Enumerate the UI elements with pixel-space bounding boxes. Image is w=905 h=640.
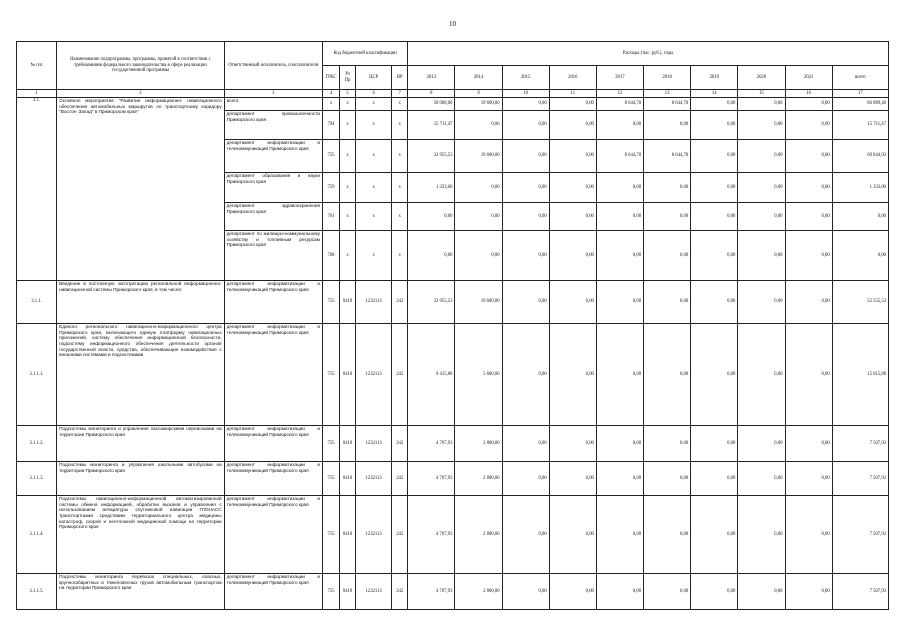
- year-value: 0,00: [691, 203, 738, 231]
- code-grbs: 755: [322, 574, 339, 610]
- total-value: 7 507,93: [832, 426, 888, 462]
- code-grbs: 794: [322, 111, 339, 140]
- code-vr: 242: [392, 426, 408, 462]
- year-value: 2 800,00: [455, 574, 502, 610]
- measure-name: Подсистемы мониторинга и управления пассажирскими перевозками на территории Приморского края: [57, 426, 225, 462]
- header-year: 2017: [596, 66, 643, 90]
- code-csr: x: [356, 111, 392, 140]
- code-csr: 1232113: [356, 281, 392, 324]
- year-value: 0,00: [502, 140, 549, 173]
- executor: департамент здравоохранения Приморского края: [224, 203, 322, 231]
- code-csr: 1232113: [356, 462, 392, 496]
- measure-name: Единого регионального навигационно-информационного центра Приморского края, включающего единую платформу навигационных приложений, систему обеспечения информационной безопасности, подсистему информационного обеспечения деятельности органов государственной власти, средства, обеспечивающие взаимодействие с внешними системами и подсистемами: [57, 324, 225, 426]
- header-grbs: ГРБС: [322, 66, 339, 90]
- code-vr: 242: [392, 324, 408, 426]
- year-value: 0,00: [785, 462, 832, 496]
- year-value: 0,00: [502, 231, 549, 281]
- column-number: 13: [644, 90, 691, 98]
- code-grbs: 755: [322, 324, 339, 426]
- year-value: 0,00: [644, 496, 691, 574]
- executor: департамент информатизации и телекоммуникаций Приморского края: [224, 426, 322, 462]
- year-value: 0,00: [596, 173, 643, 203]
- measure-name: Подсистемы мониторинга перевозок специальных, опасных, крупногабаритных и тяжеловесных грузов автомобильным транспортом на территории Приморского края: [57, 574, 225, 610]
- header-year: 2018: [644, 66, 691, 90]
- code-vr: x: [392, 140, 408, 173]
- row-number: 3.1.1.2.: [17, 426, 57, 462]
- code-rzpr: x: [340, 111, 356, 140]
- code-grbs: 759: [322, 173, 339, 203]
- executor: департамент информатизации и телекоммуникаций Приморского края: [224, 574, 322, 610]
- year-value: 0,00: [738, 140, 785, 173]
- table-row: [17, 324, 889, 426]
- measure-name: Подсистемы мониторинга и управления школьными автобусами на территории Приморского края: [57, 462, 225, 496]
- header-rzpr: Рз Пр: [340, 66, 356, 90]
- year-value: 4 707,93: [408, 496, 455, 574]
- code-grbs: 768: [322, 231, 339, 281]
- year-value: 19 600,00: [455, 281, 502, 324]
- year-value: 0,00: [596, 426, 643, 462]
- header-num: № п/п: [17, 42, 57, 90]
- executor: департамент информатизации и телекоммуникаций Приморского края: [224, 140, 322, 173]
- year-value: 0,00: [596, 574, 643, 610]
- year-value: 19 600,00: [455, 140, 502, 173]
- year-value: 0,00: [596, 462, 643, 496]
- total-value: 15 711,47: [832, 111, 888, 140]
- year-value: 0,00: [738, 324, 785, 426]
- code-grbs: 755: [322, 140, 339, 173]
- year-value: 0,00: [785, 496, 832, 574]
- year-value: 0,00: [549, 574, 596, 610]
- column-number: 17: [832, 90, 888, 98]
- year-value: 0,00: [596, 231, 643, 281]
- year-value: 0,00: [738, 173, 785, 203]
- year-value: 0,00: [549, 98, 596, 111]
- code-grbs: 755: [322, 496, 339, 574]
- year-value: 0,00: [691, 140, 738, 173]
- year-value: 8 644,70: [644, 98, 691, 111]
- year-value: 0,00: [549, 462, 596, 496]
- year-value: 0,00: [785, 426, 832, 462]
- executor: департамент информатизации и телекоммуникаций Приморского края: [224, 281, 322, 324]
- code-vr: 242: [392, 496, 408, 574]
- year-value: 0,00: [596, 496, 643, 574]
- code-rzpr: x: [340, 231, 356, 281]
- year-value: 0,00: [644, 426, 691, 462]
- row-number: 3.1.1.1.: [17, 324, 57, 426]
- code-grbs: 755: [322, 281, 339, 324]
- year-value: 0,00: [549, 140, 596, 173]
- code-vr: x: [392, 203, 408, 231]
- year-value: 0,00: [738, 426, 785, 462]
- code-rzpr: x: [340, 140, 356, 173]
- header-name: Наименование подпрограммы, программы, принятой в соответствии с требованиями федерального законодательства в сфере реализации государственной программы: [57, 42, 225, 90]
- page-number: 10: [449, 20, 456, 28]
- column-number: 15: [738, 90, 785, 98]
- year-value: 0,00: [691, 324, 738, 426]
- year-value: 0,00: [408, 231, 455, 281]
- code-grbs: 755: [322, 462, 339, 496]
- table-row: [17, 426, 889, 462]
- year-value: 0,00: [596, 324, 643, 426]
- year-value: 0,00: [644, 231, 691, 281]
- code-rzpr: 0410: [340, 281, 356, 324]
- year-value: 0,00: [691, 231, 738, 281]
- column-number: 2: [57, 90, 225, 98]
- year-value: 0,00: [502, 111, 549, 140]
- header-executor: Ответственный исполнитель, соисполнители: [224, 42, 322, 90]
- code-rzpr: x: [340, 173, 356, 203]
- code-vr: 242: [392, 574, 408, 610]
- total-value: 15 015,88: [832, 324, 888, 426]
- column-number: 16: [785, 90, 832, 98]
- executor: департамент по жилищно-коммунальному хозяйству и топливным ресурсам Приморского края: [224, 231, 322, 281]
- year-value: 0,00: [455, 111, 502, 140]
- year-value: 0,00: [738, 281, 785, 324]
- column-number: 5: [340, 90, 356, 98]
- year-value: 4 707,93: [408, 574, 455, 610]
- year-value: 8 644,70: [596, 98, 643, 111]
- year-value: 8 644,70: [596, 140, 643, 173]
- code-csr: x: [356, 140, 392, 173]
- year-value: 0,00: [738, 203, 785, 231]
- year-value: 0,00: [691, 281, 738, 324]
- year-value: 19 600,00: [455, 98, 502, 111]
- total-value: 7 507,93: [832, 462, 888, 496]
- table-row: [17, 462, 889, 496]
- year-value: 0,00: [549, 426, 596, 462]
- total-value: 1 333,00: [832, 173, 888, 203]
- total-value: 7 507,93: [832, 574, 888, 610]
- code-csr: 1232113: [356, 496, 392, 574]
- executor: департамент информатизации и телекоммуникаций Приморского края: [224, 496, 322, 574]
- year-value: 0,00: [785, 98, 832, 111]
- code-vr: x: [392, 231, 408, 281]
- year-value: 2 800,00: [455, 496, 502, 574]
- code-grbs: x: [322, 98, 339, 111]
- table-row: [17, 574, 889, 610]
- year-value: 0,00: [785, 111, 832, 140]
- year-value: 4 707,93: [408, 426, 455, 462]
- year-value: 0,00: [549, 496, 596, 574]
- year-value: 15 711,47: [408, 111, 455, 140]
- year-value: 0,00: [549, 173, 596, 203]
- code-vr: x: [392, 98, 408, 111]
- header-year: 2014: [455, 66, 502, 90]
- header-year: 2015: [502, 66, 549, 90]
- year-value: 0,00: [549, 111, 596, 140]
- executor: департамент образования и науки Приморского края: [224, 173, 322, 203]
- year-value: 0,00: [502, 281, 549, 324]
- code-rzpr: x: [340, 98, 356, 111]
- code-vr: 242: [392, 462, 408, 496]
- year-value: 0,00: [596, 111, 643, 140]
- year-value: 32 955,53: [408, 281, 455, 324]
- column-number: 3: [224, 90, 322, 98]
- year-value: 0,00: [691, 496, 738, 574]
- year-value: 0,00: [785, 324, 832, 426]
- code-grbs: 755: [322, 426, 339, 462]
- year-value: 0,00: [596, 281, 643, 324]
- total-value: 7 507,93: [832, 496, 888, 574]
- year-value: 0,00: [738, 231, 785, 281]
- table-row: [17, 98, 889, 111]
- header-vr: ВР: [392, 66, 408, 90]
- code-csr: x: [356, 173, 392, 203]
- code-vr: x: [392, 111, 408, 140]
- year-value: 4 707,93: [408, 462, 455, 496]
- year-value: 9 415,88: [408, 324, 455, 426]
- total-value: 0,00: [832, 231, 888, 281]
- year-value: 0,00: [644, 281, 691, 324]
- year-value: 0,00: [644, 324, 691, 426]
- year-value: 0,00: [738, 111, 785, 140]
- year-value: 0,00: [549, 281, 596, 324]
- column-number: 10: [502, 90, 549, 98]
- header-csr: ЦСР: [356, 66, 392, 90]
- year-value: 0,00: [691, 173, 738, 203]
- executor: всего:: [224, 98, 322, 111]
- year-value: 0,00: [785, 281, 832, 324]
- code-vr: x: [392, 173, 408, 203]
- year-value: 0,00: [644, 203, 691, 231]
- year-value: 0,00: [502, 496, 549, 574]
- header-year: всего: [832, 66, 888, 90]
- total-value: 86 889,40: [832, 98, 888, 111]
- row-number: 3.1.1.4.: [17, 496, 57, 574]
- code-rzpr: 0410: [340, 462, 356, 496]
- measure-name: Подсистемы навигационно-информационной автоматизированной системы обмена информацией, обработки вызовов и управления с использованием аппаратуры спутниковой навигации ГЛОНАСС транспортными средствами территориального центра медицины катастроф, скорой и неотложной медицинской помощи на территории Приморского края: [57, 496, 225, 574]
- code-rzpr: x: [340, 203, 356, 231]
- row-number: 3.1.1.: [17, 281, 57, 324]
- year-value: 0,00: [502, 173, 549, 203]
- year-value: 0,00: [785, 173, 832, 203]
- column-number: 7: [392, 90, 408, 98]
- year-value: 0,00: [455, 231, 502, 281]
- year-value: 0,00: [644, 462, 691, 496]
- year-value: 32 955,53: [408, 140, 455, 173]
- table-row: [17, 496, 889, 574]
- column-number: 14: [691, 90, 738, 98]
- year-value: 0,00: [644, 173, 691, 203]
- year-value: 0,00: [502, 203, 549, 231]
- column-number: 1: [17, 90, 57, 98]
- code-rzpr: 0410: [340, 496, 356, 574]
- year-value: 0,00: [738, 574, 785, 610]
- year-value: 0,00: [502, 574, 549, 610]
- year-value: 8 644,70: [644, 140, 691, 173]
- code-rzpr: 0410: [340, 574, 356, 610]
- year-value: 0,00: [549, 231, 596, 281]
- year-value: 5 600,00: [455, 324, 502, 426]
- year-value: 0,00: [691, 426, 738, 462]
- year-value: 0,00: [691, 111, 738, 140]
- year-value: 0,00: [691, 98, 738, 111]
- total-value: 52 555,53: [832, 281, 888, 324]
- row-number: 3.1.: [17, 98, 57, 281]
- year-value: 0,00: [455, 203, 502, 231]
- header-year: 2021: [785, 66, 832, 90]
- code-rzpr: 0410: [340, 324, 356, 426]
- year-value: 0,00: [644, 111, 691, 140]
- code-csr: 1232113: [356, 574, 392, 610]
- year-value: 2 800,00: [455, 426, 502, 462]
- year-value: 0,00: [644, 574, 691, 610]
- year-value: 0,00: [455, 173, 502, 203]
- executor: департамент промышленности Приморского края: [224, 111, 322, 140]
- total-value: 69 844,93: [832, 140, 888, 173]
- measure-name: Введение в постоянную эксплуатацию региональной информационно-навигационной системы Приморского края, в том числе:: [57, 281, 225, 324]
- year-value: 0,00: [785, 574, 832, 610]
- year-value: 1 333,00: [408, 173, 455, 203]
- code-csr: x: [356, 98, 392, 111]
- year-value: 0,00: [502, 324, 549, 426]
- code-vr: 242: [392, 281, 408, 324]
- code-csr: x: [356, 203, 392, 231]
- year-value: 0,00: [596, 203, 643, 231]
- header-year: 2013: [408, 66, 455, 90]
- year-value: 2 800,00: [455, 462, 502, 496]
- row-number: 3.1.1.3.: [17, 462, 57, 496]
- header-budget-code: Код бюджетной классификации: [322, 42, 407, 66]
- header-year: 2020: [738, 66, 785, 90]
- code-csr: 1232113: [356, 324, 392, 426]
- year-value: 0,00: [785, 203, 832, 231]
- column-number: 6: [356, 90, 392, 98]
- code-csr: x: [356, 231, 392, 281]
- column-number: 4: [322, 90, 339, 98]
- header-expenses: Расходы (тыс. руб.), годы: [408, 42, 889, 66]
- header-year: 2016: [549, 66, 596, 90]
- column-number: 9: [455, 90, 502, 98]
- executor: департамент информатизации и телекоммуникаций Приморского края: [224, 324, 322, 426]
- year-value: 0,00: [408, 203, 455, 231]
- year-value: 0,00: [549, 324, 596, 426]
- year-value: 0,00: [691, 574, 738, 610]
- table-row: [17, 281, 889, 324]
- year-value: 0,00: [738, 462, 785, 496]
- year-value: 0,00: [502, 426, 549, 462]
- column-number: 8: [408, 90, 455, 98]
- expenses-table: [16, 41, 889, 610]
- header-year: 2019: [691, 66, 738, 90]
- executor: департамент информатизации и телекоммуникаций Приморского края: [224, 462, 322, 496]
- column-number: 11: [549, 90, 596, 98]
- measure-name: Основное мероприятие "Развитие информационно- навигационного обеспечения автомобильных маршрутов по транспортному коридору "Восток- Запад" в Приморском крае": [57, 98, 225, 281]
- year-value: 0,00: [502, 462, 549, 496]
- year-value: 50 000,00: [408, 98, 455, 111]
- year-value: 0,00: [691, 462, 738, 496]
- row-number: 3.1.1.5.: [17, 574, 57, 610]
- code-grbs: 761: [322, 203, 339, 231]
- code-csr: 1232113: [356, 426, 392, 462]
- year-value: 0,00: [785, 140, 832, 173]
- year-value: 0,00: [549, 203, 596, 231]
- code-rzpr: 0410: [340, 426, 356, 462]
- total-value: 0,00: [832, 203, 888, 231]
- year-value: 0,00: [785, 231, 832, 281]
- column-number: 12: [596, 90, 643, 98]
- year-value: 0,00: [738, 98, 785, 111]
- year-value: 0,00: [502, 98, 549, 111]
- year-value: 0,00: [738, 496, 785, 574]
